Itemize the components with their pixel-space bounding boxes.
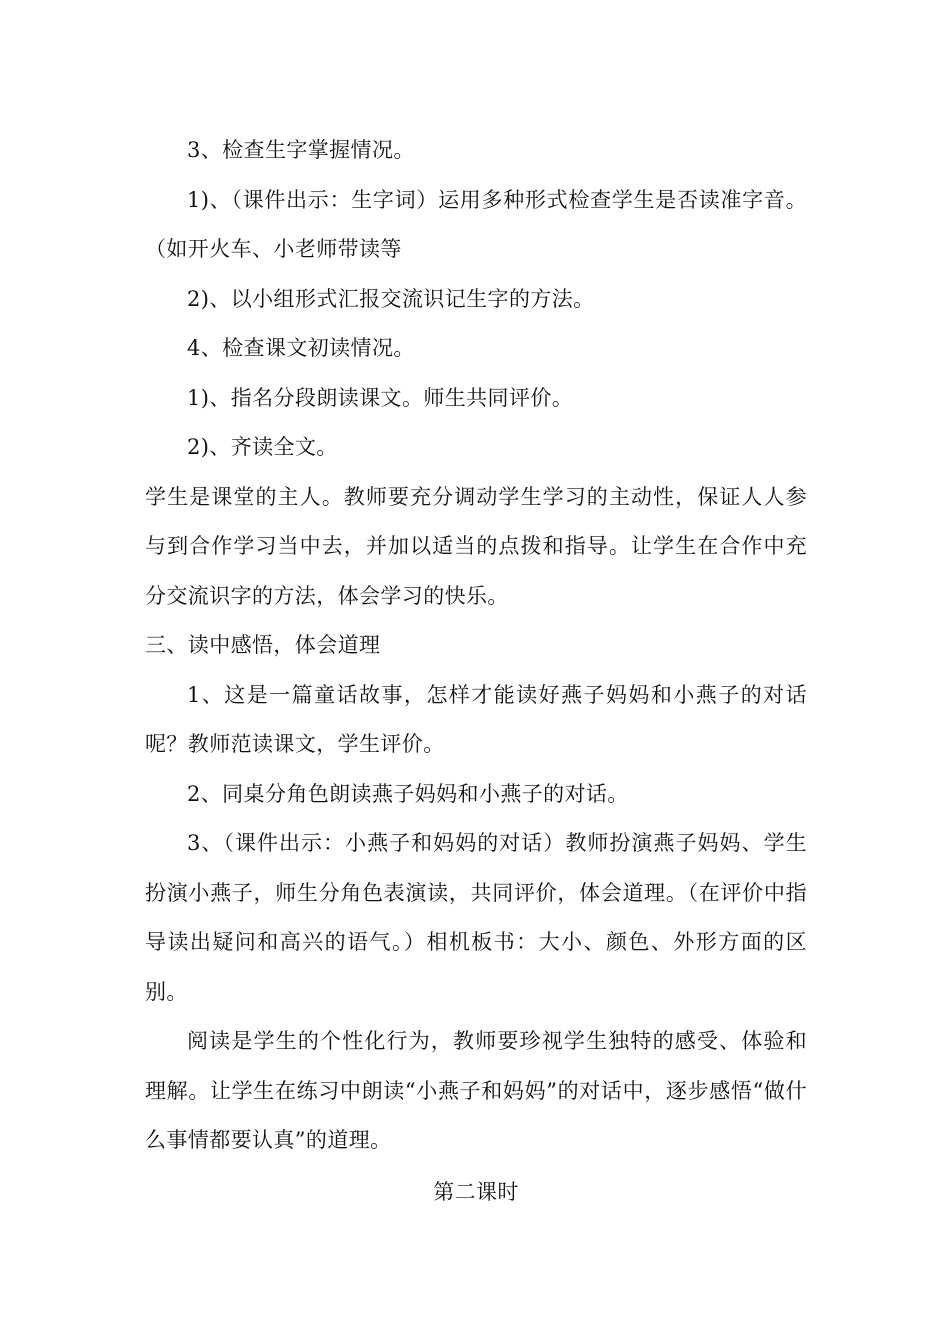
paragraph-fairy-tale: 1、这是一篇童话故事，怎样才能读好燕子妈妈和小燕子的对话呢？教师范读课文，学生评价。 <box>145 682 807 756</box>
paragraph-check-reading: 4、检查课文初读情况。 <box>187 336 415 360</box>
paragraph-desk-mates: 2、同桌分角色朗读燕子妈妈和小燕子的对话。 <box>187 781 629 806</box>
paragraph-courseware-words: 1)、（课件出示：生字词）运用多种形式检查学生是否读准字音。（如开火车、小老师带读等 <box>145 187 807 261</box>
paragraph-commentary-reading: 阅读是学生的个性化行为，教师要珍视学生独特的感受、体验和理解。让学生在练习中朗读“小燕子和妈妈”的对话中，逐步感悟“做什么事情都要认真”的道理。 <box>145 1029 807 1152</box>
paragraph-group-report: 2)、以小组形式汇报交流识记生字的方法。 <box>187 286 595 311</box>
document-body <box>145 126 807 1217</box>
lesson-heading: 第二课时 <box>433 1179 519 1204</box>
paragraph-section-reading: 1)、指名分段朗读课文。师生共同评价。 <box>187 385 574 410</box>
paragraph-role-play: 3、（课件出示：小燕子和妈妈的对话）教师扮演燕子妈妈、学生扮演小燕子，师生分角色表演读，共同评价，体会道理。（在评价中指导读出疑问和高兴的语气。）相机板书：大小、颜色、外形方面的区别。 <box>145 831 807 1004</box>
section-heading-three: 三、读中感悟，体会道理 <box>145 633 381 657</box>
paragraph-read-together: 2)、齐读全文。 <box>187 435 338 459</box>
paragraph-check-characters: 3、检查生字掌握情况。 <box>187 138 415 162</box>
paragraph-commentary-students: 学生是课堂的主人。教师要充分调动学生学习的主动性，保证人人参与到合作学习当中去，并加以适当的点拨和指导。让学生在合作中充分交流识字的方法，体会学习的快乐。 <box>145 484 807 608</box>
